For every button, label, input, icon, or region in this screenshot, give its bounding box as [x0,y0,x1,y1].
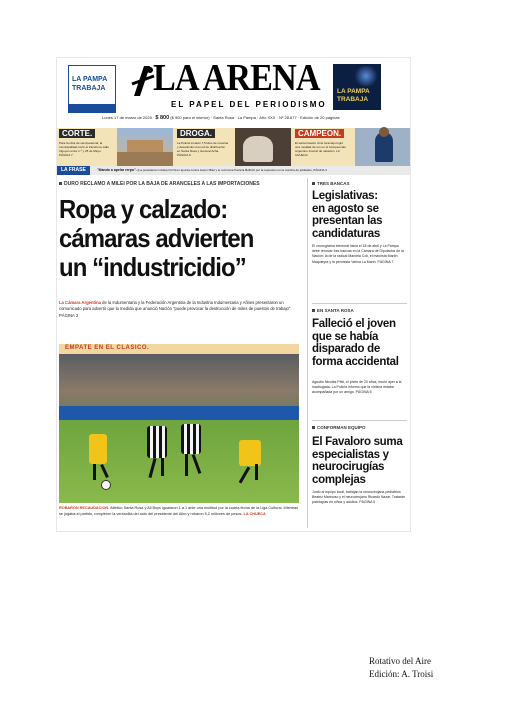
headline-line: forma accidental [312,355,399,368]
main-story-kicker: DURO RECLAMO A MILEI POR LA BAJA DE ARANCELES A LAS IMPORTACIONES [59,181,260,187]
headline-line: neurocirugías [312,461,385,473]
body-legislativas: El cronograma electoral inicia el 18 de abril y La Pampa debe renovar tres bancas en la Cámara de Diputados de la Nación: la de la radical Marcela Coli, el macrista Martín Maquieyra y la peronista Varina La Marin. PÁGINA 7 [312,244,404,264]
main-headline [59,195,285,282]
photo-banner [59,344,299,354]
player-yellow [89,434,107,464]
photo-banner-text: EMPATE EN EL CLASICO. [65,345,150,351]
advertising-board [59,406,299,420]
story-kicker-santa-rosa: EN SANTA ROSA [312,308,354,313]
headline-line: un “industricidio” [59,252,246,282]
teaser-text: El santarroseño Joné Gramajo logró una medalla de oro en el Campeonato Argentino Juvenil de natación. LA CHUECA [295,141,347,157]
player-leg [185,454,188,476]
football-photo [59,344,299,503]
headline-line: cámaras advierten [59,223,254,253]
story-kicker-legislativas: TRES BANCAS [312,181,350,186]
headline-line: disparado de [312,343,380,355]
teaser-strip [57,128,410,166]
drug-seizure-photo [235,128,291,166]
body-fallecio: Agustín Nicolás Pfeil, el joven de 20 años, murió ayer a la madrugada. La Policía informó que la víctima estaba acompañada por un amigo. PÁGINA 5 [312,380,402,395]
la-frase-bar [57,166,410,175]
player-striped [147,426,167,458]
headline-line: Falleció el joven [312,318,396,330]
player-yellow [239,440,261,466]
promo-line-2: TRABAJA [337,96,369,103]
headline-line: que se había [312,330,379,343]
dateline [102,115,340,121]
newspaper-logo: LA ARENA [153,58,320,99]
newspaper-front-page [57,58,410,531]
headline-line: complejas [312,473,366,486]
frase-quote-text: "Mando a apelar rerpo". [97,168,137,172]
story-separator [312,303,407,304]
teaser-heading: CORTE. [59,129,95,138]
teaser-corte [57,128,173,166]
frase-label: LA FRASE [57,166,90,175]
headline-fallecio [312,318,410,368]
headline-favaloro [312,436,410,486]
teaser-campeon [293,128,410,166]
promo-line-1: LA PAMPA [72,76,108,83]
headline-line: El Favaloro suma [312,436,403,448]
credit-editor: Edición: A. Troisi [369,669,434,679]
lead-highlight: La Cámara Argentina [59,300,101,305]
masthead [57,58,410,128]
player-striped [181,424,201,454]
promo-glow [353,66,379,86]
story-separator [312,420,407,421]
promo-line-2: TRABAJA [72,85,106,92]
frase-quote [97,168,327,172]
credit-source: Rotativo del Aire [369,656,431,666]
street-photo [117,128,173,166]
headline-line: candidaturas [312,227,380,240]
tagline: EL PAPEL DEL PERIODISMO [171,100,327,109]
headline-line: Legislativas: [312,190,378,202]
teaser-text: La Policía incautó 7,5 kilos de cocaína y desarticuló una red de distribución en Santa Rosa y General Acha. PÁGINA 9 [177,141,229,157]
dateline-date: Lunes 17 de marzo de 2025 · [102,115,155,120]
teaser-text: Para la obra de semipeatonal, la municipalidad cortó el tránsito la calle Irigoyen entre 1.º y 25 de Mayo. PÁGINA 7 [59,141,109,157]
headline-line: especialistas y [312,448,389,461]
caption-section: LA CHUECA [243,511,266,516]
teaser-heading: DROGA. [177,129,215,138]
caption-text: Atlético Santa Rosa y All Boys igualaron 1 a 1 ante una multitud por la cuarta fecha de la Liga Cultural. Mientras se jugaba el partido, rompieron la ventanilla del auto del presidente del Albo y robaron 5,2 millones de pesos. [59,506,299,516]
teaser-heading: CAMPEON. [295,129,344,138]
price: $ 800 [155,115,170,121]
player-leg [93,464,96,480]
headline-line: Ropa y calzado: [59,194,228,224]
main-story-lead [59,300,299,319]
lead-text: de la Indumentaria y la Federación Argentina de la Industria Indumentaria y Afines presentaron un comunicado para advertir que la medida que anunció Nación "puede provocar la destrucción de miles de puestos de trabajo". PÁGINA 3 [59,300,292,318]
photo-caption [59,506,299,517]
football [101,480,111,490]
frase-attribution: (La presidenta Cristina Kirchner apunta contra Javier Milei y le recrimina Patricia Bullrich por la represión en la marcha de jubilados, PÁGINA 4 [137,168,327,172]
headline-legislativas [312,190,410,240]
player-leg [255,464,258,480]
story-kicker-equipo: CONFORMAN EQUIPO [312,425,366,430]
headline-line: presentan las [312,215,383,227]
teaser-droga [175,128,291,166]
la-pampa-trabaja-promo-left [68,65,116,113]
swimmer-photo [355,128,410,166]
player-leg [161,458,164,476]
body-favaloro: Junto al equipo local, trabajan la neurocirujana pediátrica Beatriz Marinoso y el neurocirujano Ricardo Nazar. Tratarán patologías en niños y adultos. PÁGINA 5 [312,490,405,505]
promo-line-1: LA PAMPA [337,88,370,95]
caption-highlight: ROBARON RECAUDACION. [59,506,110,510]
promo-stripe [69,104,115,112]
column-divider [307,178,308,528]
dateline-details: ($ 900 para el interior) · Santa Rosa · La Pampa · Año XXX · Nº 28.677 · Edición de 20 páginas [170,115,340,120]
headline-line: en agosto se [312,202,379,215]
la-pampa-trabaja-promo-right [333,64,381,110]
